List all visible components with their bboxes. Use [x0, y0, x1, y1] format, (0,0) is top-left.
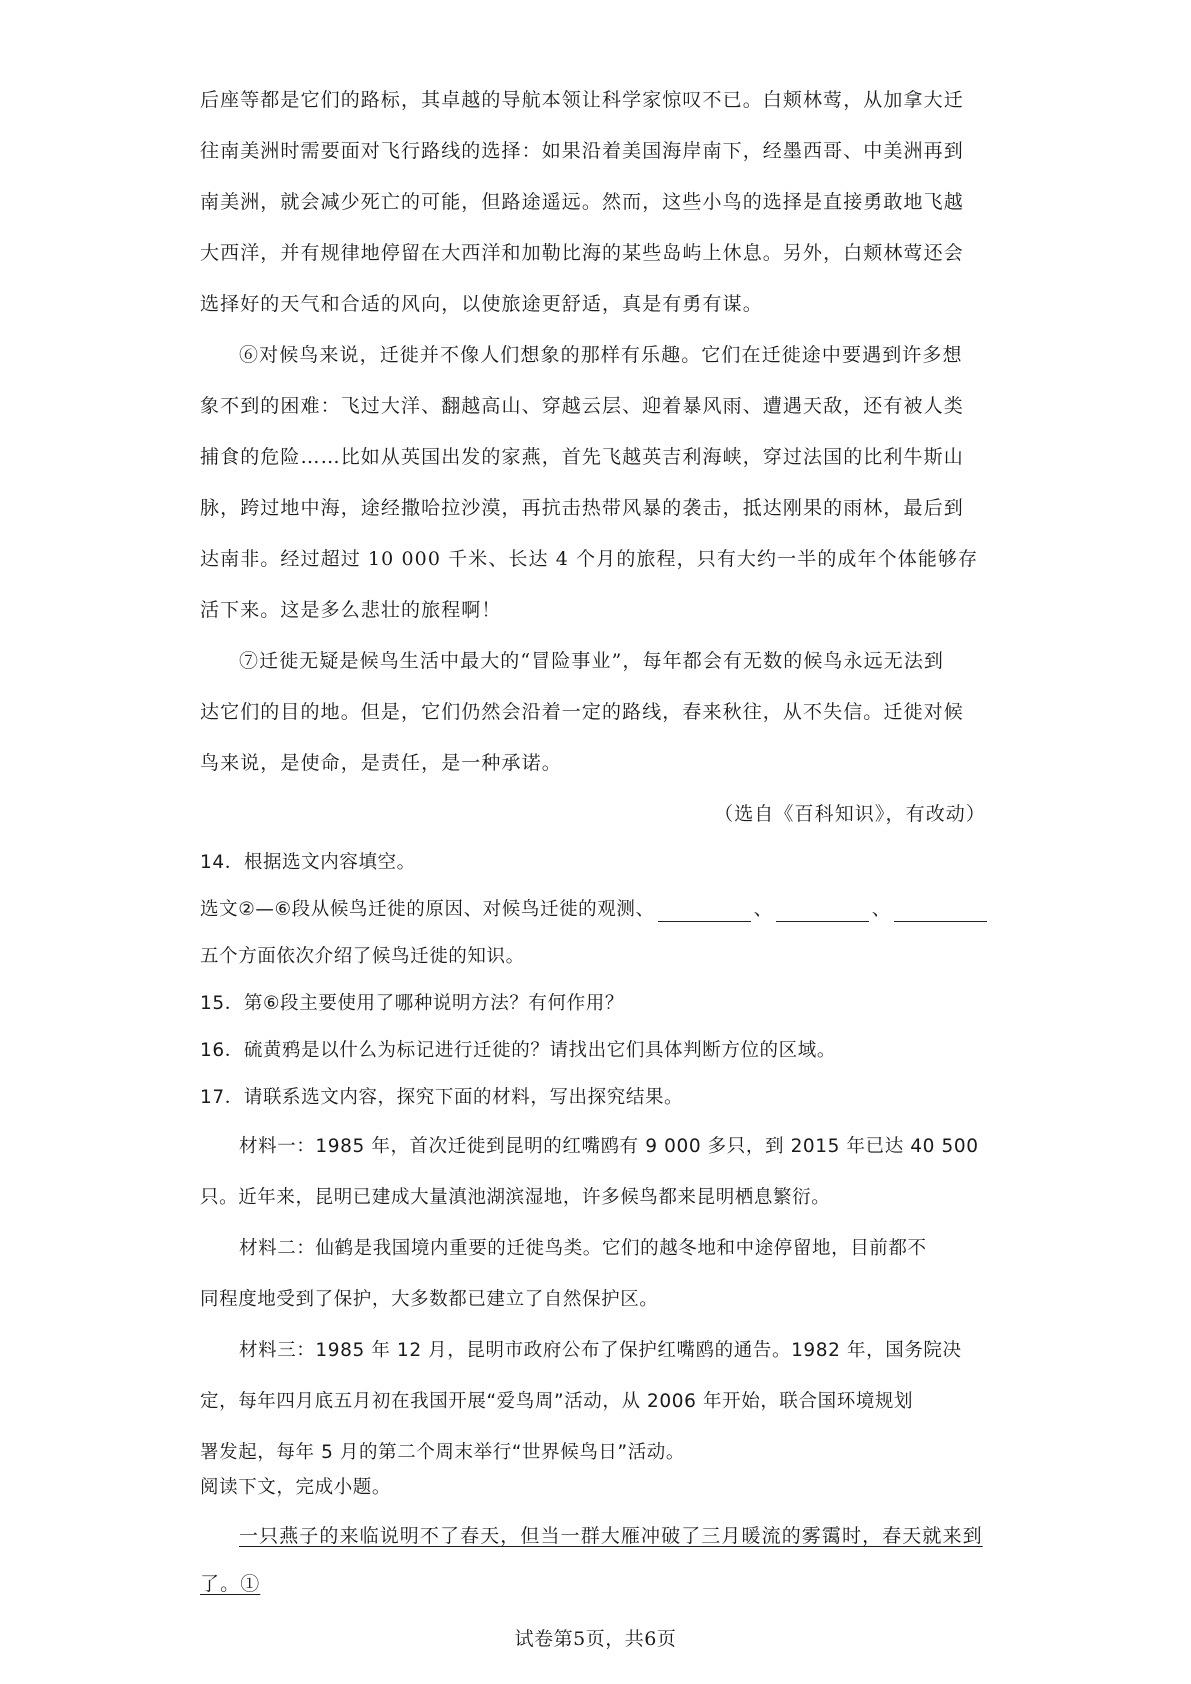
answer-blank-1[interactable]: [658, 901, 751, 922]
answer-blank-2[interactable]: [776, 901, 869, 922]
passage-source: （选自《百科知识》，有改动）: [714, 803, 986, 825]
question-14-line-2: 五个方面依次介绍了候鸟迁徙的知识。: [200, 946, 525, 967]
page-footer: 试卷第5页，共6页: [514, 1628, 677, 1650]
next-passage-line: 一只燕子的来临说明不了春天，但当一群大雁冲破了三月暖流的雾霭时，春天就来到: [239, 1525, 983, 1547]
passage-paragraph-6-line: 捕食的危险……比如从英国出发的家燕，首先飞越英吉利海峡，穿过法国的比利牛斯山: [200, 446, 964, 468]
passage-line: 后座等都是它们的路标，其卓越的导航本领让科学家惊叹不已。白颊林莺，从加拿大迁: [200, 89, 964, 111]
passage-paragraph-6-line: ⑥对候鸟来说，迁徙并不像人们想象的那样有乐趣。它们在迁徙途中要遇到许多想: [239, 344, 963, 366]
passage-paragraph-6-line: 象不到的困难：飞过大洋、翻越高山、穿越云层、迎着暴风雨、遭遇天敌，还有被人类: [200, 395, 964, 417]
passage-line: 往南美洲时需要面对飞行路线的选择：如果沿着美国海岸南下，经墨西哥、中美洲再到: [200, 140, 964, 162]
passage-paragraph-7-line: 鸟来说，是使命，是责任，是一种承诺。: [200, 752, 562, 774]
question-14: 14．根据选文内容填空。: [200, 852, 416, 873]
question-17: 17．请联系选文内容，探究下面的材料，写出探究结果。: [200, 1087, 684, 1108]
material-1-line: 只。近年来，昆明已建成大量滇池湖滨湿地，许多候鸟都来昆明栖息繁衍。: [200, 1187, 831, 1208]
next-passage-line: 了。①: [200, 1573, 261, 1595]
passage-line: 选择好的天气和合适的风向，以使旅途更舒适，真是有勇有谋。: [200, 293, 763, 315]
material-2-line: 材料二：仙鹤是我国境内重要的迁徙鸟类。它们的越冬地和中途停留地，目前都不: [239, 1238, 927, 1259]
question-16: 16．硫黄鸦是以什么为标记进行迁徙的？请找出它们具体判断方位的区域。: [200, 1040, 836, 1061]
material-2-line: 同程度地受到了保护，大多数都已建立了自然保护区。: [200, 1289, 659, 1310]
passage-paragraph-7-line: 达它们的目的地。但是，它们仍然会沿着一定的路线，春来秋往，从不失信。迁徙对候: [200, 701, 964, 723]
passage-line: 大西洋，并有规律地停留在大西洋和加勒比海的某些岛屿上休息。另外，白颊林莺还会: [200, 242, 964, 264]
blank-separator: 、: [753, 899, 773, 920]
question-15: 15．第⑥段主要使用了哪种说明方法？有何作用？: [200, 993, 624, 1014]
material-1-line: 材料一：1985 年，首次迁徙到昆明的红嘴鸥有 9 000 多只，到 2015 年已达 40 500: [239, 1136, 979, 1157]
answer-blank-3[interactable]: [894, 901, 987, 922]
material-3-line: 材料三：1985 年 12 月，昆明市政府公布了保护红嘴鸥的通告。1982 年，国务院决: [239, 1340, 962, 1361]
section-instruction: 阅读下文，完成小题。: [200, 1477, 392, 1498]
material-3-line: 定，每年四月底五月初在我国开展“爱鸟周”活动，从 2006 年开始，联合国环境规划: [200, 1391, 914, 1412]
question-14-fill-line: [200, 898, 990, 922]
passage-line: 南美洲，就会减少死亡的可能，但路途遥远。然而，这些小鸟的选择是直接勇敢地飞越: [200, 191, 964, 213]
passage-paragraph-6-line: 达南非。经过超过 10 000 千米、长达 4 个月的旅程，只有大约一半的成年个体能够存: [200, 548, 979, 570]
passage-paragraph-6-line: 活下来。这是多么悲壮的旅程啊！: [200, 599, 502, 621]
question-14-prefix: 选文②—⑥段从候鸟迁徙的原因、对候鸟迁徙的观测、: [200, 899, 655, 920]
material-3-line: 署发起，每年 5 月的第二个周末举行“世界候鸟日”活动。: [200, 1442, 686, 1463]
passage-paragraph-6-line: 脉，跨过地中海，途经撒哈拉沙漠，再抗击热带风暴的袭击，抵达刚果的雨林，最后到: [200, 497, 964, 519]
blank-separator: 、: [871, 899, 891, 920]
passage-paragraph-7-line: ⑦迁徙无疑是候鸟生活中最大的“冒险事业”，每年都会有无数的候鸟永远无法到: [239, 650, 945, 672]
